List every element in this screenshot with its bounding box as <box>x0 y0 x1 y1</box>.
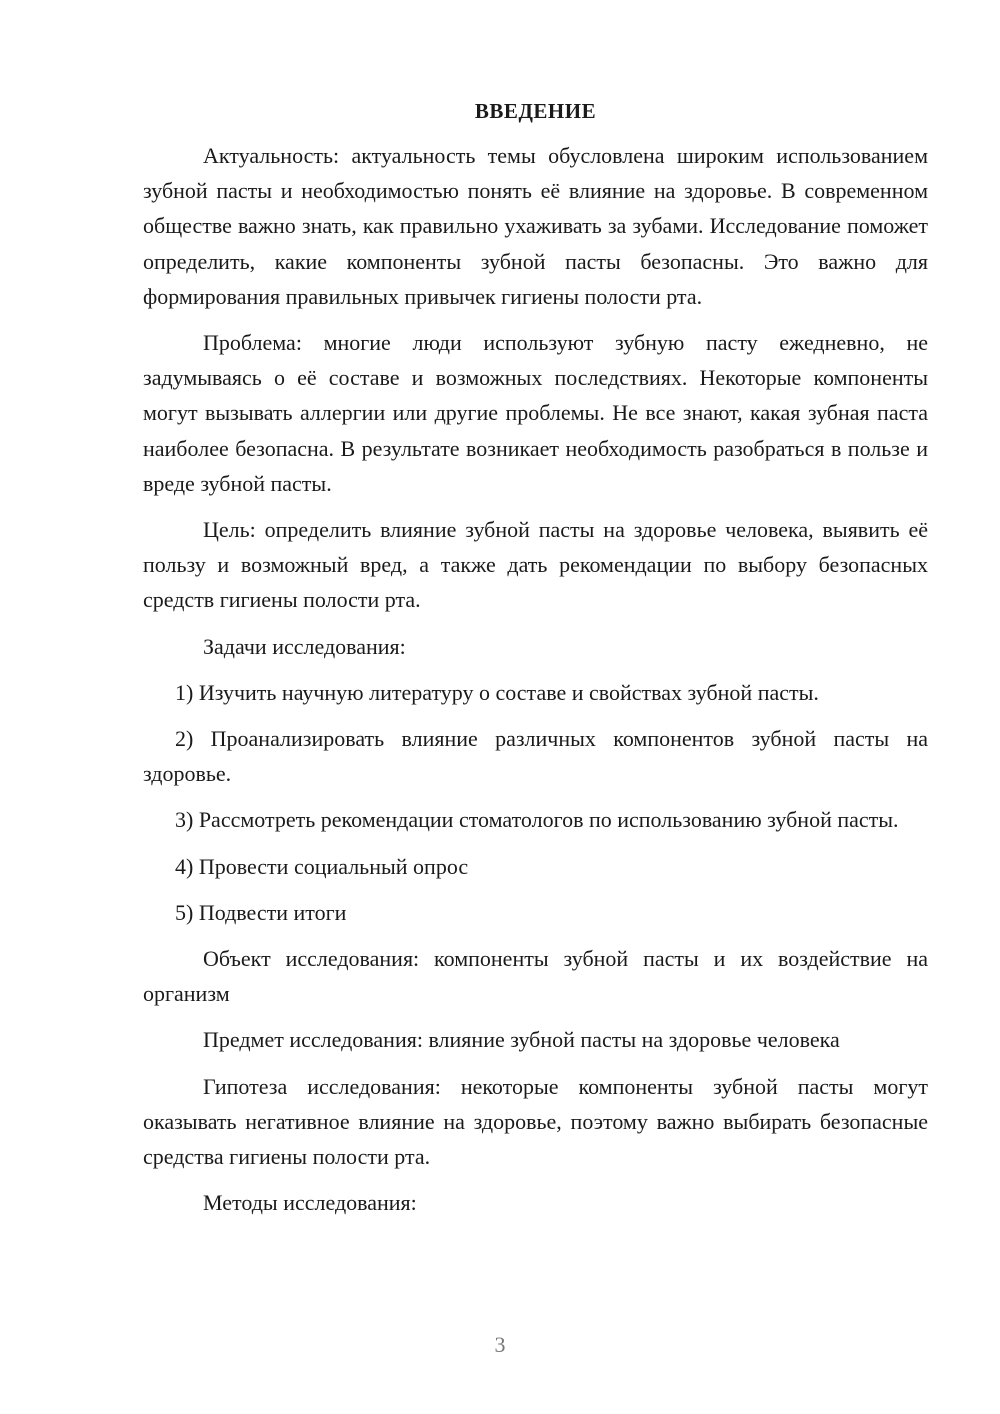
goal-paragraph: Цель: определить влияние зубной пасты на здоровье человека, выявить её пользу и возможный вред, а также дать рекомендации по выбору безопасных средств гигиены полости рта. <box>143 517 928 613</box>
task-item-4: 4) Провести социальный опрос <box>175 853 469 879</box>
subject-paragraph: Предмет исследования: влияние зубной пасты на здоровье человека <box>203 1027 840 1053</box>
hypothesis-paragraph: Гипотеза исследования: некоторые компоненты зубной пасты могут оказывать негативное влияние на здоровье, поэтому важно выбирать безопасные средства гигиены полости рта. <box>143 1073 928 1170</box>
task-item-3: 3) Рассмотреть рекомендации стоматологов по использованию зубной пасты. <box>175 807 899 833</box>
page-number: 3 <box>494 1332 506 1357</box>
document-body <box>143 96 928 1231</box>
object-paragraph: Объект исследования: компоненты зубной пасты и их воздействие на организм <box>143 946 928 1007</box>
methods-title: Методы исследования: <box>203 1190 417 1216</box>
problem-paragraph: Проблема: многие люди используют зубную пасту ежедневно, не задумываясь о её составе и возможных последствиях. Некоторые компоненты могут вызывать аллергии или другие проблемы. Не все знают, какая зубная паста наиболее безопасна. В результате возникает необходимость разобраться в пользе и вреде зубной пасты. <box>143 330 928 496</box>
relevance-paragraph: Актуальность: актуальность темы обусловлена широким использованием зубной пасты и необходимостью понять её влияние на здоровье. В современном обществе важно знать, как правильно ухаживать за зубами. Исследование поможет определить, какие компоненты зубной пасты безопасны. Это важно для формирования правильных привычек гигиены полости рта. <box>143 143 928 309</box>
task-item-1: 1) Изучить научную литературу о составе и свойствах зубной пасты. <box>175 679 819 705</box>
task-item-5: 5) Подвести итоги <box>175 899 347 925</box>
tasks-title: Задачи исследования: <box>203 633 406 659</box>
section-heading: ВВЕДЕНИЕ <box>474 99 597 123</box>
task-item-2: 2) Проанализировать влияние различных компонентов зубной пасты на здоровье. <box>143 726 928 787</box>
